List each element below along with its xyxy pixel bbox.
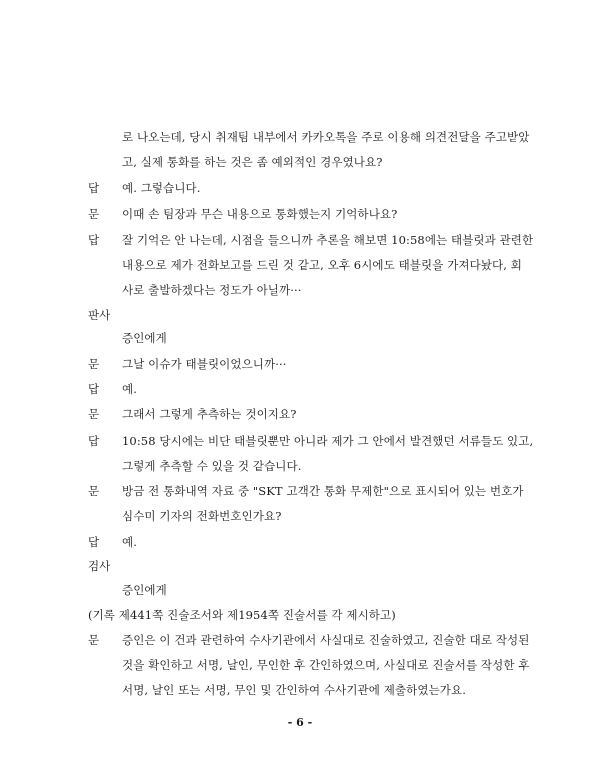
text-line: 잘 기억은 안 나는데, 시점을 들으니까 추론을 해보면 10:58에는 태블릿과 관련한 [122,233,534,247]
speaker-marker: 답 [88,434,100,448]
speaker-marker: 문 [88,407,100,421]
speaker-marker: 답 [88,382,100,396]
text-line: 그래서 그렇게 추측하는 것이지요? [122,407,297,421]
text-line: 증인에게 [122,331,167,345]
speaker-marker: 문 [88,484,100,498]
speaker-marker: 문 [88,207,100,221]
text-line: 예. 그렇습니다. [122,181,201,195]
section-label-judge: 판사 [88,308,111,322]
text-line: 그날 이슈가 태블릿이었으니까··· [122,357,287,371]
speaker-marker: 답 [88,233,100,247]
text-line: 이때 손 팀장과 무슨 내용으로 통화했는지 기억하나요? [122,207,398,221]
text-line: 10:58 당시에는 비단 태블릿뿐만 아니라 제가 그 안에서 발견했던 서류들도 있고, [122,434,534,448]
speaker-marker: 답 [88,181,100,195]
text-line: 방금 전 통화내역 자료 중 "SKT 고객간 통화 무제한"으로 표시되어 있는 번호가 [122,484,524,498]
text-line: 로 나오는데, 당시 취재팀 내부에서 카카오톡을 주로 이용해 의견전달을 주고받았 [122,130,530,144]
text-line: 예. [122,535,137,549]
text-line: 증인은 이 건과 관련하여 수사기관에서 사실대로 진술하였고, 진술한 대로 작성된 [122,633,530,647]
speaker-marker: 문 [88,357,100,371]
text-line: 서명, 날인 또는 서명, 무인 및 간인하여 수사기관에 제출하였는가요. [122,683,466,697]
text-line: 사로 출발하겠다는 정도가 아닐까··· [122,283,302,297]
speaker-marker: 답 [88,535,100,549]
section-label-prosecutor: 검사 [88,559,111,573]
exhibit-note: (기록 제441쪽 진술조서와 제1954쪽 진술서를 각 제시하고) [88,608,396,622]
text-line: 고, 실제 통화를 하는 것은 좀 예외적인 경우였나요? [122,155,383,169]
text-line: 증인에게 [122,583,167,597]
speaker-marker: 문 [88,633,100,647]
page-number: - 6 - [287,716,313,729]
text-line: 심수미 기자의 전화번호인가요? [122,509,282,523]
text-line: 내용으로 제가 전화보고를 드린 것 같고, 오후 6시에도 태블릿을 가져다놨다, 회 [122,258,522,272]
text-line: 그렇게 추측할 수 있을 것 같습니다. [122,459,302,473]
text-line: 것을 확인하고 서명, 날인, 무인한 후 간인하였으며, 사실대로 진술서를 작성한 후 [122,658,530,672]
text-line: 예. [122,382,137,396]
